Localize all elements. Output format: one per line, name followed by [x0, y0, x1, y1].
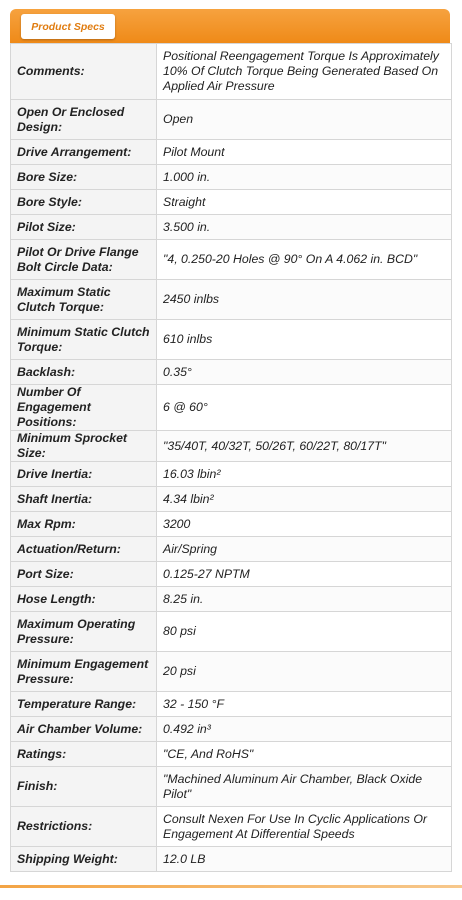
- spec-value: 32 - 150 °F: [157, 692, 452, 717]
- spec-row: [11, 462, 452, 487]
- spec-label: Backlash:: [11, 360, 157, 385]
- spec-value: "CE, And RoHS": [157, 742, 452, 767]
- spec-value: 0.35°: [157, 360, 452, 385]
- spec-row: [11, 537, 452, 562]
- spec-label: Maximum Static Clutch Torque:: [11, 280, 157, 320]
- spec-label: Number Of Engagement Positions:: [11, 385, 157, 431]
- spec-label: Pilot Or Drive Flange Bolt Circle Data:: [11, 240, 157, 280]
- spec-row: [11, 587, 452, 612]
- spec-value: Open: [157, 100, 452, 140]
- spec-label: Restrictions:: [11, 807, 157, 847]
- specs-table: [10, 43, 452, 872]
- tab-bar: [10, 9, 450, 43]
- spec-row: [11, 692, 452, 717]
- spec-label: Air Chamber Volume:: [11, 717, 157, 742]
- spec-label: Hose Length:: [11, 587, 157, 612]
- spec-value: 6 @ 60°: [157, 385, 452, 431]
- spec-row: [11, 807, 452, 847]
- spec-row: [11, 320, 452, 360]
- spec-label: Minimum Engagement Pressure:: [11, 652, 157, 692]
- spec-label: Minimum Static Clutch Torque:: [11, 320, 157, 360]
- spec-row: [11, 280, 452, 320]
- spec-value: 0.125-27 NPTM: [157, 562, 452, 587]
- spec-row: [11, 847, 452, 872]
- spec-label: Open Or Enclosed Design:: [11, 100, 157, 140]
- spec-value: 0.492 in³: [157, 717, 452, 742]
- spec-label: Shaft Inertia:: [11, 487, 157, 512]
- spec-label: Minimum Sprocket Size:: [11, 431, 157, 462]
- spec-row: [11, 487, 452, 512]
- spec-label: Drive Inertia:: [11, 462, 157, 487]
- spec-row: [11, 360, 452, 385]
- specs-table-body: [11, 44, 452, 872]
- spec-row: [11, 100, 452, 140]
- spec-value: Consult Nexen For Use In Cyclic Applications Or Engagement At Differential Speeds: [157, 807, 452, 847]
- spec-value: 2450 inlbs: [157, 280, 452, 320]
- spec-value: "Machined Aluminum Air Chamber, Black Oxide Pilot": [157, 767, 452, 807]
- spec-row: [11, 742, 452, 767]
- spec-label: Pilot Size:: [11, 215, 157, 240]
- spec-row: [11, 612, 452, 652]
- spec-label: Temperature Range:: [11, 692, 157, 717]
- spec-row: [11, 44, 452, 100]
- spec-value: 16.03 lbin²: [157, 462, 452, 487]
- spec-value: 610 inlbs: [157, 320, 452, 360]
- spec-label: Max Rpm:: [11, 512, 157, 537]
- spec-value: Air/Spring: [157, 537, 452, 562]
- spec-row: [11, 512, 452, 537]
- spec-label: Finish:: [11, 767, 157, 807]
- spec-label: Ratings:: [11, 742, 157, 767]
- spec-row: [11, 562, 452, 587]
- spec-value: Straight: [157, 190, 452, 215]
- bottom-divider: [0, 885, 462, 888]
- spec-row: [11, 652, 452, 692]
- spec-value: "4, 0.250-20 Holes @ 90° On A 4.062 in. BCD": [157, 240, 452, 280]
- spec-row: [11, 385, 452, 431]
- tab-product-specs[interactable]: Product Specs: [21, 14, 115, 39]
- spec-label: Maximum Operating Pressure:: [11, 612, 157, 652]
- spec-row: [11, 240, 452, 280]
- spec-value: 8.25 in.: [157, 587, 452, 612]
- spec-value: 3.500 in.: [157, 215, 452, 240]
- spec-value: 80 psi: [157, 612, 452, 652]
- spec-label: Bore Style:: [11, 190, 157, 215]
- spec-value: 1.000 in.: [157, 165, 452, 190]
- spec-value: "35/40T, 40/32T, 50/26T, 60/22T, 80/17T": [157, 431, 452, 462]
- spec-label: Drive Arrangement:: [11, 140, 157, 165]
- spec-row: [11, 431, 452, 462]
- spec-row: [11, 717, 452, 742]
- spec-label: Bore Size:: [11, 165, 157, 190]
- spec-label: Comments:: [11, 44, 157, 100]
- spec-value: 20 psi: [157, 652, 452, 692]
- spec-row: [11, 140, 452, 165]
- spec-value: Pilot Mount: [157, 140, 452, 165]
- spec-value: 12.0 LB: [157, 847, 452, 872]
- spec-value: 4.34 lbin²: [157, 487, 452, 512]
- spec-row: [11, 215, 452, 240]
- spec-value: Positional Reengagement Torque Is Approximately 10% Of Clutch Torque Being Generated Based On Applied Air Pressure: [157, 44, 452, 100]
- spec-row: [11, 190, 452, 215]
- spec-value: 3200: [157, 512, 452, 537]
- spec-label: Actuation/Return:: [11, 537, 157, 562]
- spec-row: [11, 767, 452, 807]
- product-specs-panel: [10, 9, 450, 872]
- spec-label: Shipping Weight:: [11, 847, 157, 872]
- spec-row: [11, 165, 452, 190]
- spec-label: Port Size:: [11, 562, 157, 587]
